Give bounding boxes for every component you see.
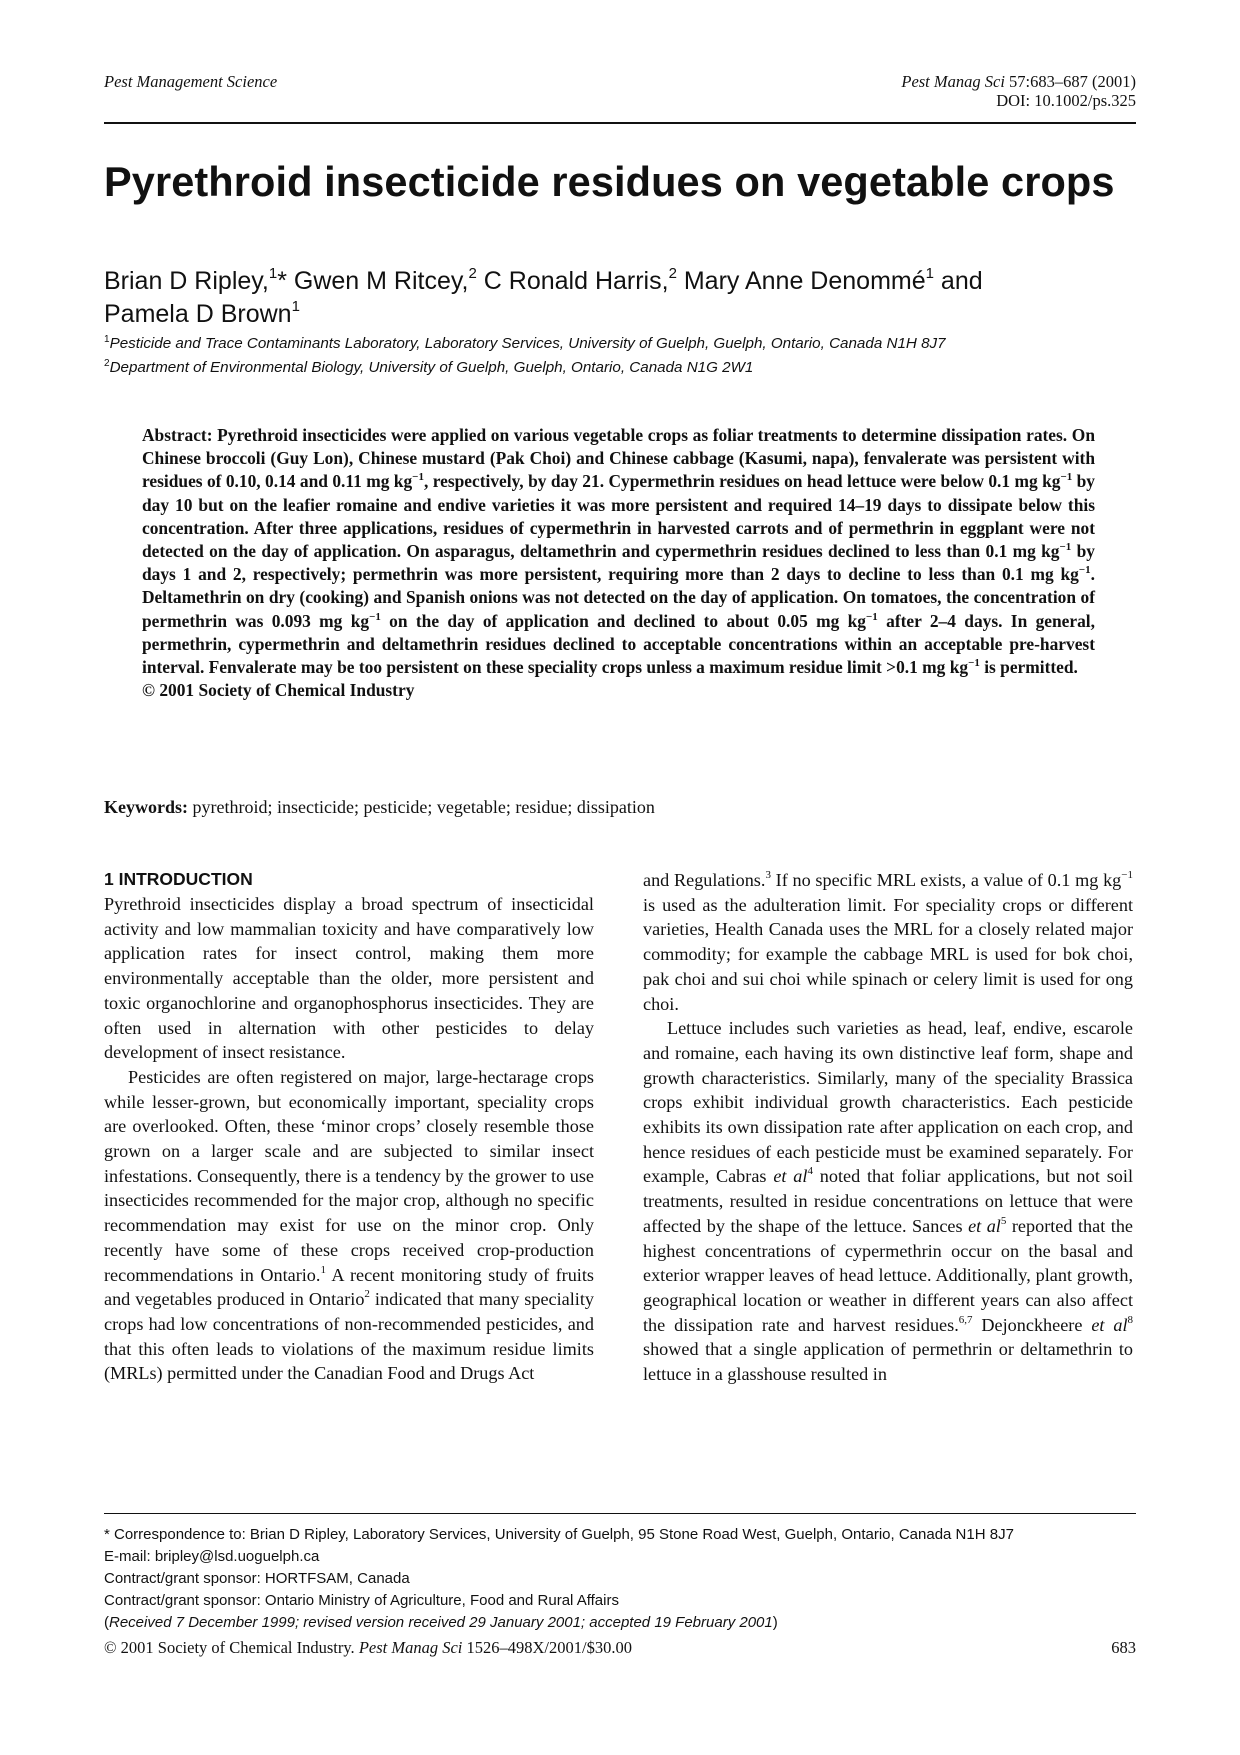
footer-issn: 1526–498X/2001/$30.00 (462, 1638, 632, 1657)
paragraph-text: A recent monitoring study of fruits and vegetables produced in Ontario (104, 1264, 594, 1310)
footer-journal: Pest Manag Sci (358, 1638, 463, 1657)
received-dates: Received 7 December 1999; revised version received 29 January 2001; accepted 19 February 2001 (109, 1614, 773, 1631)
author-list (104, 265, 1144, 331)
exponent: −1 (1059, 541, 1072, 554)
author-separator (677, 267, 684, 295)
author: C Ronald Harris, (483, 267, 669, 295)
paragraph (104, 892, 594, 1065)
reference-marker: 6,7 (958, 1313, 973, 1326)
paragraph-text: If no specific MRL exists, a value of 0.1 mg kg (770, 870, 1122, 890)
affiliation-text: Department of Environmental Biology, University of Guelph, Guelph, Ontario, Canada N1G 2W1 (109, 359, 754, 376)
affiliation (104, 356, 1144, 380)
exponent: −1 (369, 610, 381, 623)
citation-pages: :683–687 (2001) (1025, 72, 1136, 91)
affiliation-text: Pesticide and Trace Contaminants Laboratory, Laboratory Services, University of Guelph, Guelph, Ontario, Canada N1H 8J7 (109, 335, 946, 352)
keywords (104, 796, 1144, 818)
footnote-received: (Received 7 December 1999; revised version received 29 January 2001; accepted 19 February 2001) (104, 1614, 778, 1631)
body-column-right (643, 868, 1133, 1387)
abstract-text: on the day of application and declined to about 0.05 mg kg (380, 610, 866, 631)
page-number: 683 (1111, 1638, 1136, 1657)
paragraph (643, 868, 1133, 1016)
paragraph-text: is used as the adulteration limit. For speciality crops or different varieties, Health Canada uses the MRL for a closely related major commodity; for example the cabbage MRL is used for bok choi, pak choi and sui choi while spinach or celery limit is used for ong choi. (643, 894, 1133, 1014)
author-separator (477, 267, 484, 295)
citation-volume: 57 (1009, 72, 1026, 91)
journal-name: Pest Management Science (104, 72, 278, 91)
footnote-correspondence: * Correspondence to: Brian D Ripley, Laboratory Services, University of Guelph, 95 Stone Road West, Guelph, Ontario, Canada N1H 8J7 (104, 1526, 1014, 1543)
keywords-label: Keywords: (104, 797, 188, 817)
reference-marker: 5 (1000, 1214, 1007, 1227)
exponent: −1 (866, 610, 878, 623)
paragraph (104, 1065, 594, 1386)
exponent: −1 (1060, 471, 1073, 484)
author: Mary Anne Denommé (683, 267, 926, 295)
paragraph (643, 1016, 1133, 1387)
author: Pamela D Brown (104, 300, 292, 328)
footnotes (104, 1513, 1136, 1634)
doi: DOI: 10.1002/ps.325 (996, 91, 1136, 110)
author-affil-sup: 2 (668, 265, 677, 282)
page-footer (104, 1638, 1136, 1658)
et-al: et al (968, 1215, 1001, 1236)
affiliation-sup: 2 (104, 358, 110, 369)
citation-block (901, 72, 1136, 110)
abstract-text: , respectively, by day 21. Cypermethrin residues on head lettuce were below 0.1 mg kg (423, 471, 1061, 492)
et-al: et al (1091, 1314, 1128, 1335)
running-header (104, 70, 1136, 124)
author-separator: and (933, 267, 983, 295)
reference-marker: 2 (364, 1288, 370, 1301)
paragraph-text: Dejonckheere (972, 1314, 1092, 1335)
paragraph-text: Pyrethroid insecticides display a broad spectrum of insecticidal activity and low mammalian toxicity and have comparatively low application rates for insect control, making them more environmentally acceptable than the older, more persistent and toxic organochlorine and organophosphorus insecticides. They are often used in alternation with other pesticides to delay development of insect resistance. (104, 894, 594, 1063)
abstract-copyright: © 2001 Society of Chemical Industry (142, 680, 415, 701)
keywords-text: pyrethroid; insecticide; pesticide; vegetable; residue; dissipation (188, 797, 655, 817)
exponent: −1 (1121, 869, 1133, 881)
affiliations (104, 332, 1144, 380)
reference-marker: 4 (807, 1165, 813, 1178)
reference-marker: 1 (320, 1263, 326, 1276)
abstract-text: after 2–4 days. In general, permethrin, cypermethrin and deltamethrin residues declined to acceptable concentrations within an acceptable pre-harvest interval. Fenvalerate may be too persistent on these speciality crops unless a maximum residue limit >0.1 mg kg (142, 610, 1095, 678)
paragraph-text: showed that a single application of permethrin or deltamethrin to lettuce in a glasshouse resulted in (643, 1339, 1133, 1385)
et-al: et al (773, 1166, 808, 1187)
paragraph-text: and Regulations. (643, 870, 766, 890)
abstract-text: . Deltamethrin on dry (cooking) and Spanish onions was not detected on the day of application. On tomatoes, the concentration of permethrin was 0.093 mg kg (142, 564, 1095, 631)
footer-copyright: © 2001 Society of Chemical Industry. (104, 1638, 359, 1657)
affiliation-sup: 1 (104, 334, 110, 345)
paragraph-text: Lettuce includes such varieties as head, leaf, endive, escarole and romaine, each having its own distinctive leaf form, shape and growth characteristics. Similarly, many of the speciality Brassica crops exhibit individual growth characteristics. Each pesticide exhibits its own dissipation rate after application on each crop, and hence residues of each pesticide must be examined separately. For example, Cabras (643, 1018, 1133, 1187)
exponent: −1 (1078, 564, 1091, 577)
article-title: Pyrethroid insecticide residues on vegetable crops (104, 158, 1115, 205)
reference-marker: 3 (765, 869, 771, 881)
author-separator: * (277, 267, 294, 295)
paragraph-text: noted that foliar applications, but not soil treatments, resulted in residue concentrations on lettuce that were affected by the shape of the lettuce. Sances (643, 1166, 1133, 1236)
author-affil-sup: 2 (468, 265, 477, 282)
abstract (142, 424, 1095, 702)
author: Gwen M Ritcey, (293, 267, 469, 295)
author-affil-sup: 1 (291, 298, 300, 315)
body-column-left (104, 868, 594, 1386)
footnote-sponsor: Contract/grant sponsor: Ontario Ministry of Agriculture, Food and Rural Affairs (104, 1592, 619, 1609)
paragraph-text: reported that the highest concentrations of cypermethrin occur on the basal and exterior wrapper leaves of head lettuce. Additionally, plant growth, geographical location or weather in different years can also affect the dissipation rate and harvest residues. (643, 1215, 1133, 1335)
paragraph-text: indicated that many speciality crops had low concentrations of non-recommended pesticides, and that this often leads to violations of the maximum residue limits (MRLs) permitted under the Canadian Food and Drugs Act (104, 1289, 594, 1384)
author-affil-sup: 1 (925, 265, 934, 282)
paragraph-text: Pesticides are often registered on major, large-hectarage crops while lesser-grown, but economically important, speciality crops are overlooked. Often, these ‘minor crops’ closely resemble those grown on a larger scale and are subjected to similar insect infestations. Consequently, there is a tendency by the grower to use insecticides recommended for the major crop, although no specific recommendation may exist for use on the minor crop. Only recently have some of these crops received crop-production recommendations in Ontario. (104, 1066, 594, 1285)
abstract-text: Abstract: Pyrethroid insecticides were applied on various vegetable crops as foliar treatments to determine dissipation rates. On Chinese broccoli (Guy Lon), Chinese mustard (Pak Choi) and Chinese cabbage (Kasumi, napa), fenvalerate was persistent with residues of 0.10, 0.14 and 0.11 mg kg (142, 425, 1095, 492)
abstract-text: by day 10 but on the leafier romaine and endive varieties it was more persistent and required 14–19 days to dissipate below this concentration. After three applications, residues of cypermethrin in harvested carrots and of permethrin in eggplant were not detected on the day of application. On asparagus, deltamethrin and cypermethrin residues declined to less than 0.1 mg kg (142, 471, 1096, 562)
exponent: −1 (412, 471, 424, 484)
citation-journal: Pest Manag Sci (901, 72, 1005, 91)
footnote-sponsor: Contract/grant sponsor: HORTFSAM, Canada (104, 1570, 410, 1587)
abstract-text: by days 1 and 2, respectively; permethrin was more persistent, requiring more than 2 days to decline to less than 0.1 mg kg (142, 541, 1096, 585)
abstract-text: is permitted. (979, 657, 1078, 678)
author: Brian D Ripley, (104, 267, 269, 295)
affiliation (104, 332, 1144, 356)
section-heading: 1 INTRODUCTION (104, 869, 253, 889)
reference-marker: 8 (1127, 1313, 1134, 1326)
footnote-email: E-mail: bripley@lsd.uoguelph.ca (104, 1548, 320, 1565)
citation (901, 72, 1136, 91)
author-affil-sup: 1 (268, 265, 278, 282)
exponent: −1 (968, 657, 980, 670)
